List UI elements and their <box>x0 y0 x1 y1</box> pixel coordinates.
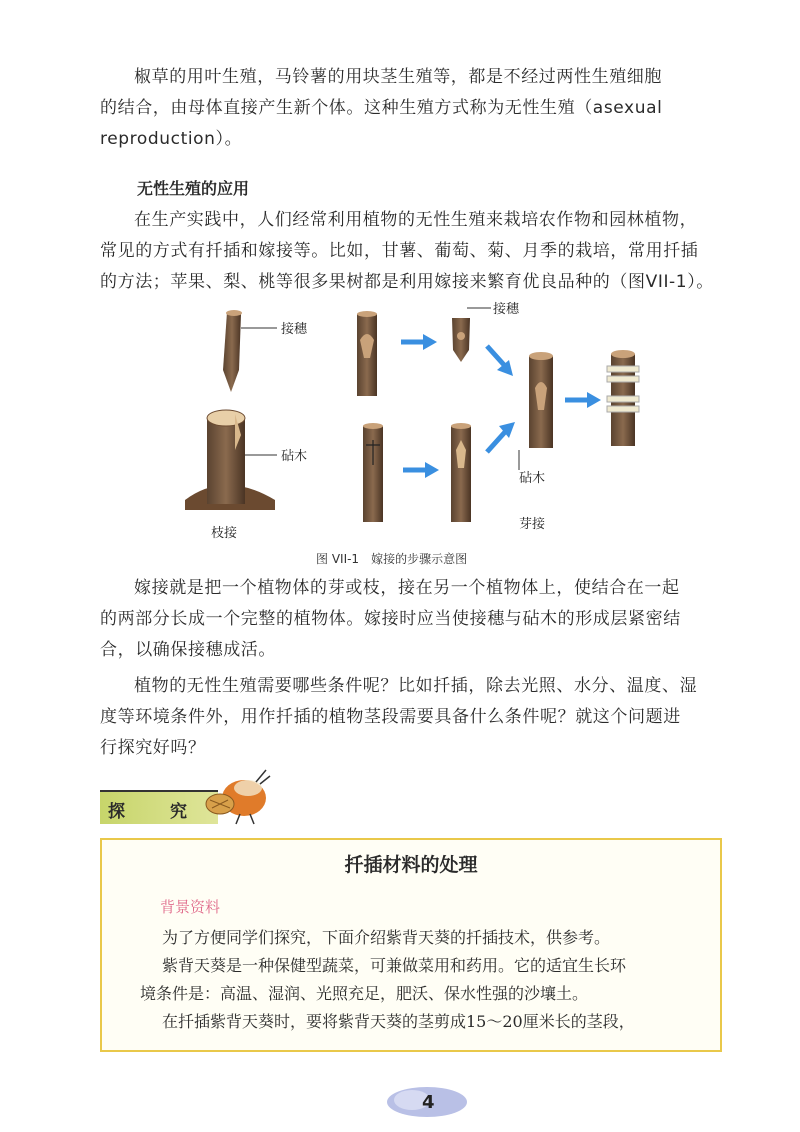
application-paragraph <box>100 205 725 298</box>
explore-line-3: 境条件是：高温、湿润、光照充足，肥沃、保水性强的沙壤土。 <box>140 984 589 1003</box>
explore-line-2: 紫背天葵是一种保健型蔬菜，可兼做菜用和药用。它的适宜生长环 <box>162 956 627 975</box>
page-number: 4 <box>422 1092 435 1113</box>
graft-line-1: 嫁接就是把一个植物体的芽或枝，接在另一个植物体上，使结合在一起 <box>134 578 680 598</box>
bud-stem-combined <box>529 352 553 448</box>
section-heading: 无性生殖的应用 <box>137 179 250 198</box>
label-branch-graft: 枝接 <box>211 526 238 541</box>
label-scion-left: 接穗 <box>281 322 308 337</box>
explore-tab-char-1: 探 <box>108 802 125 822</box>
bud-stem-1 <box>357 311 377 396</box>
explore-tab-char-2: 究 <box>170 802 187 822</box>
app-line-3: 的方法；苹果、梨、桃等很多果树都是利用嫁接来繁育优良品种的（图VII-1）。 <box>100 272 714 292</box>
bee-icon <box>200 764 272 828</box>
stock-trunk <box>185 410 275 510</box>
intro-line-1: 椒草的用叶生殖，马铃薯的用块茎生殖等，都是不经过两性生殖细胞 <box>134 67 662 87</box>
graft-line-2: 的两部分长成一个完整的植物体。嫁接时应当使接穗与砧木的形成层紧密结 <box>100 609 681 629</box>
arrow-3 <box>565 392 601 408</box>
background-material-label: 背景资料 <box>160 898 221 916</box>
arrow-5 <box>487 422 515 452</box>
q-line-2: 度等环境条件外，用作扦插的植物茎段需要具备什么条件呢？就这个问题进 <box>100 707 681 727</box>
explore-box-text <box>140 924 722 1036</box>
page-number-badge <box>382 1080 472 1122</box>
graft-line-3: 合，以确保接穗成活。 <box>100 640 276 660</box>
intro-line-2: 的结合，由母体直接产生新个体。这种生殖方式称为无性生殖（asexual <box>100 98 663 118</box>
explore-line-1: 为了方便同学们探究，下面介绍紫背天葵的扦插技术，供参考。 <box>162 928 611 947</box>
label-scion-right: 接穗 <box>493 302 520 317</box>
bud-piece <box>452 318 470 362</box>
arrow-2 <box>487 346 513 376</box>
intro-line-3: reproduction）。 <box>100 129 243 149</box>
figure-caption: 图 VII-1 嫁接的步骤示意图 <box>316 552 468 566</box>
question-paragraph <box>100 671 725 764</box>
q-line-3: 行探究好吗？ <box>100 738 206 758</box>
app-line-1: 在生产实践中，人们经常利用植物的无性生殖来栽培农作物和园林植物， <box>134 210 698 230</box>
bud-stem-bound <box>607 350 639 446</box>
arrow-4 <box>403 462 439 478</box>
label-stock-left: 砧木 <box>281 449 308 464</box>
grafting-figure <box>175 300 695 575</box>
explore-box-title: 扦插材料的处理 <box>344 854 478 876</box>
arrow-1 <box>401 334 437 350</box>
app-line-2: 常见的方式有扦插和嫁接等。比如，甘薯、葡萄、菊、月季的栽培，常用扦插 <box>100 241 699 261</box>
bud-stem-2 <box>363 423 383 522</box>
intro-paragraph <box>100 62 725 155</box>
label-bud-graft: 芽接 <box>519 517 546 532</box>
bud-stem-3 <box>451 423 471 522</box>
scion-branch <box>223 310 242 392</box>
label-stock-right: 砧木 <box>519 471 546 486</box>
q-line-1: 植物的无性生殖需要哪些条件呢？比如扦插，除去光照、水分、温度、湿 <box>134 676 698 696</box>
explore-box <box>100 838 722 1052</box>
grafting-definition <box>100 573 725 666</box>
explore-line-4: 在扦插紫背天葵时，要将紫背天葵的茎剪成15～20厘米长的茎段， <box>162 1012 635 1031</box>
